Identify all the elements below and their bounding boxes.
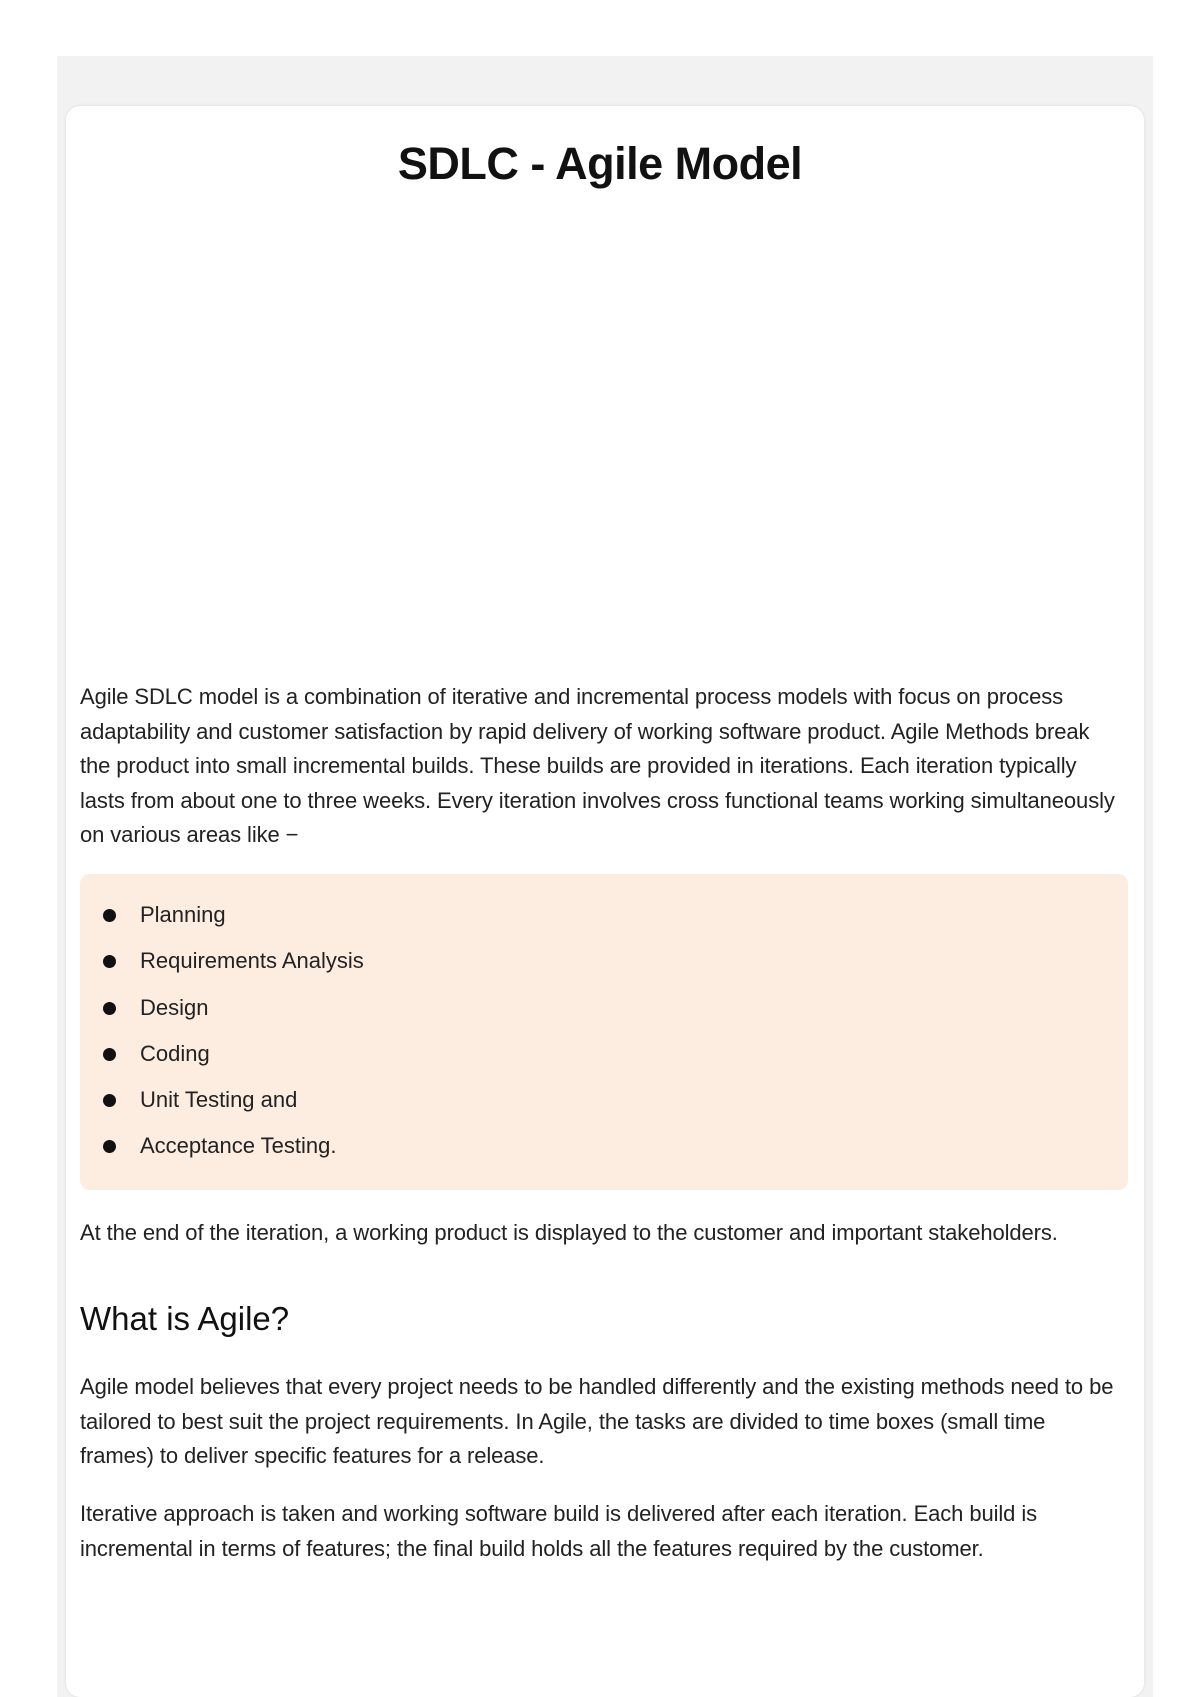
agile-paragraph-1: Agile model believes that every project needs to be handled differently and the existing methods need to be tailored to best suit the project requirements. In Agile, the tasks are divided to time boxes (small time frames) to deliver specific features for a release. [80, 1374, 1114, 1468]
bullet-icon [103, 909, 116, 922]
page-title: SDLC - Agile Model [397, 138, 803, 189]
agile-paragraph-2: Iterative approach is taken and working software build is delivered after each iteration. Each build is incremental in terms of features; the final build holds all the features required by the customer. [80, 1501, 1038, 1561]
areas-list [80, 892, 1128, 1170]
bullet-icon [103, 1094, 116, 1107]
list-item [80, 892, 1128, 938]
end-note-paragraph: At the end of the iteration, a working product is displayed to the customer and important stakeholders. [80, 1220, 1058, 1245]
list-item-label: Acceptance Testing. [140, 1133, 337, 1159]
list-item-label: Requirements Analysis [140, 948, 364, 974]
list-item-label: Unit Testing and [140, 1087, 298, 1113]
intro-paragraph: Agile SDLC model is a combination of iterative and incremental process models with focus on process adaptability and customer satisfaction by rapid delivery of working software product. Agile Methods break the product into small incremental builds. These builds are provided in iterations. Each iteration typically lasts from about one to three weeks. Every iteration involves cross functional teams working simultaneously on various areas like − [80, 684, 1115, 847]
list-item [80, 1123, 1128, 1169]
list-item-label: Design [140, 994, 209, 1020]
list-item-label: Planning [140, 902, 226, 927]
list-item [80, 938, 1128, 984]
areas-list-box [80, 874, 1128, 1190]
list-item [80, 985, 1128, 1031]
bullet-icon [103, 1140, 116, 1153]
bullet-icon [103, 955, 116, 968]
bullet-icon [103, 1048, 116, 1061]
bullet-icon [103, 1002, 116, 1015]
list-item [80, 1031, 1128, 1077]
list-item [80, 1077, 1128, 1123]
section-heading-what-is-agile: What is Agile? [80, 1300, 290, 1337]
list-item-label: Coding [140, 1040, 210, 1066]
